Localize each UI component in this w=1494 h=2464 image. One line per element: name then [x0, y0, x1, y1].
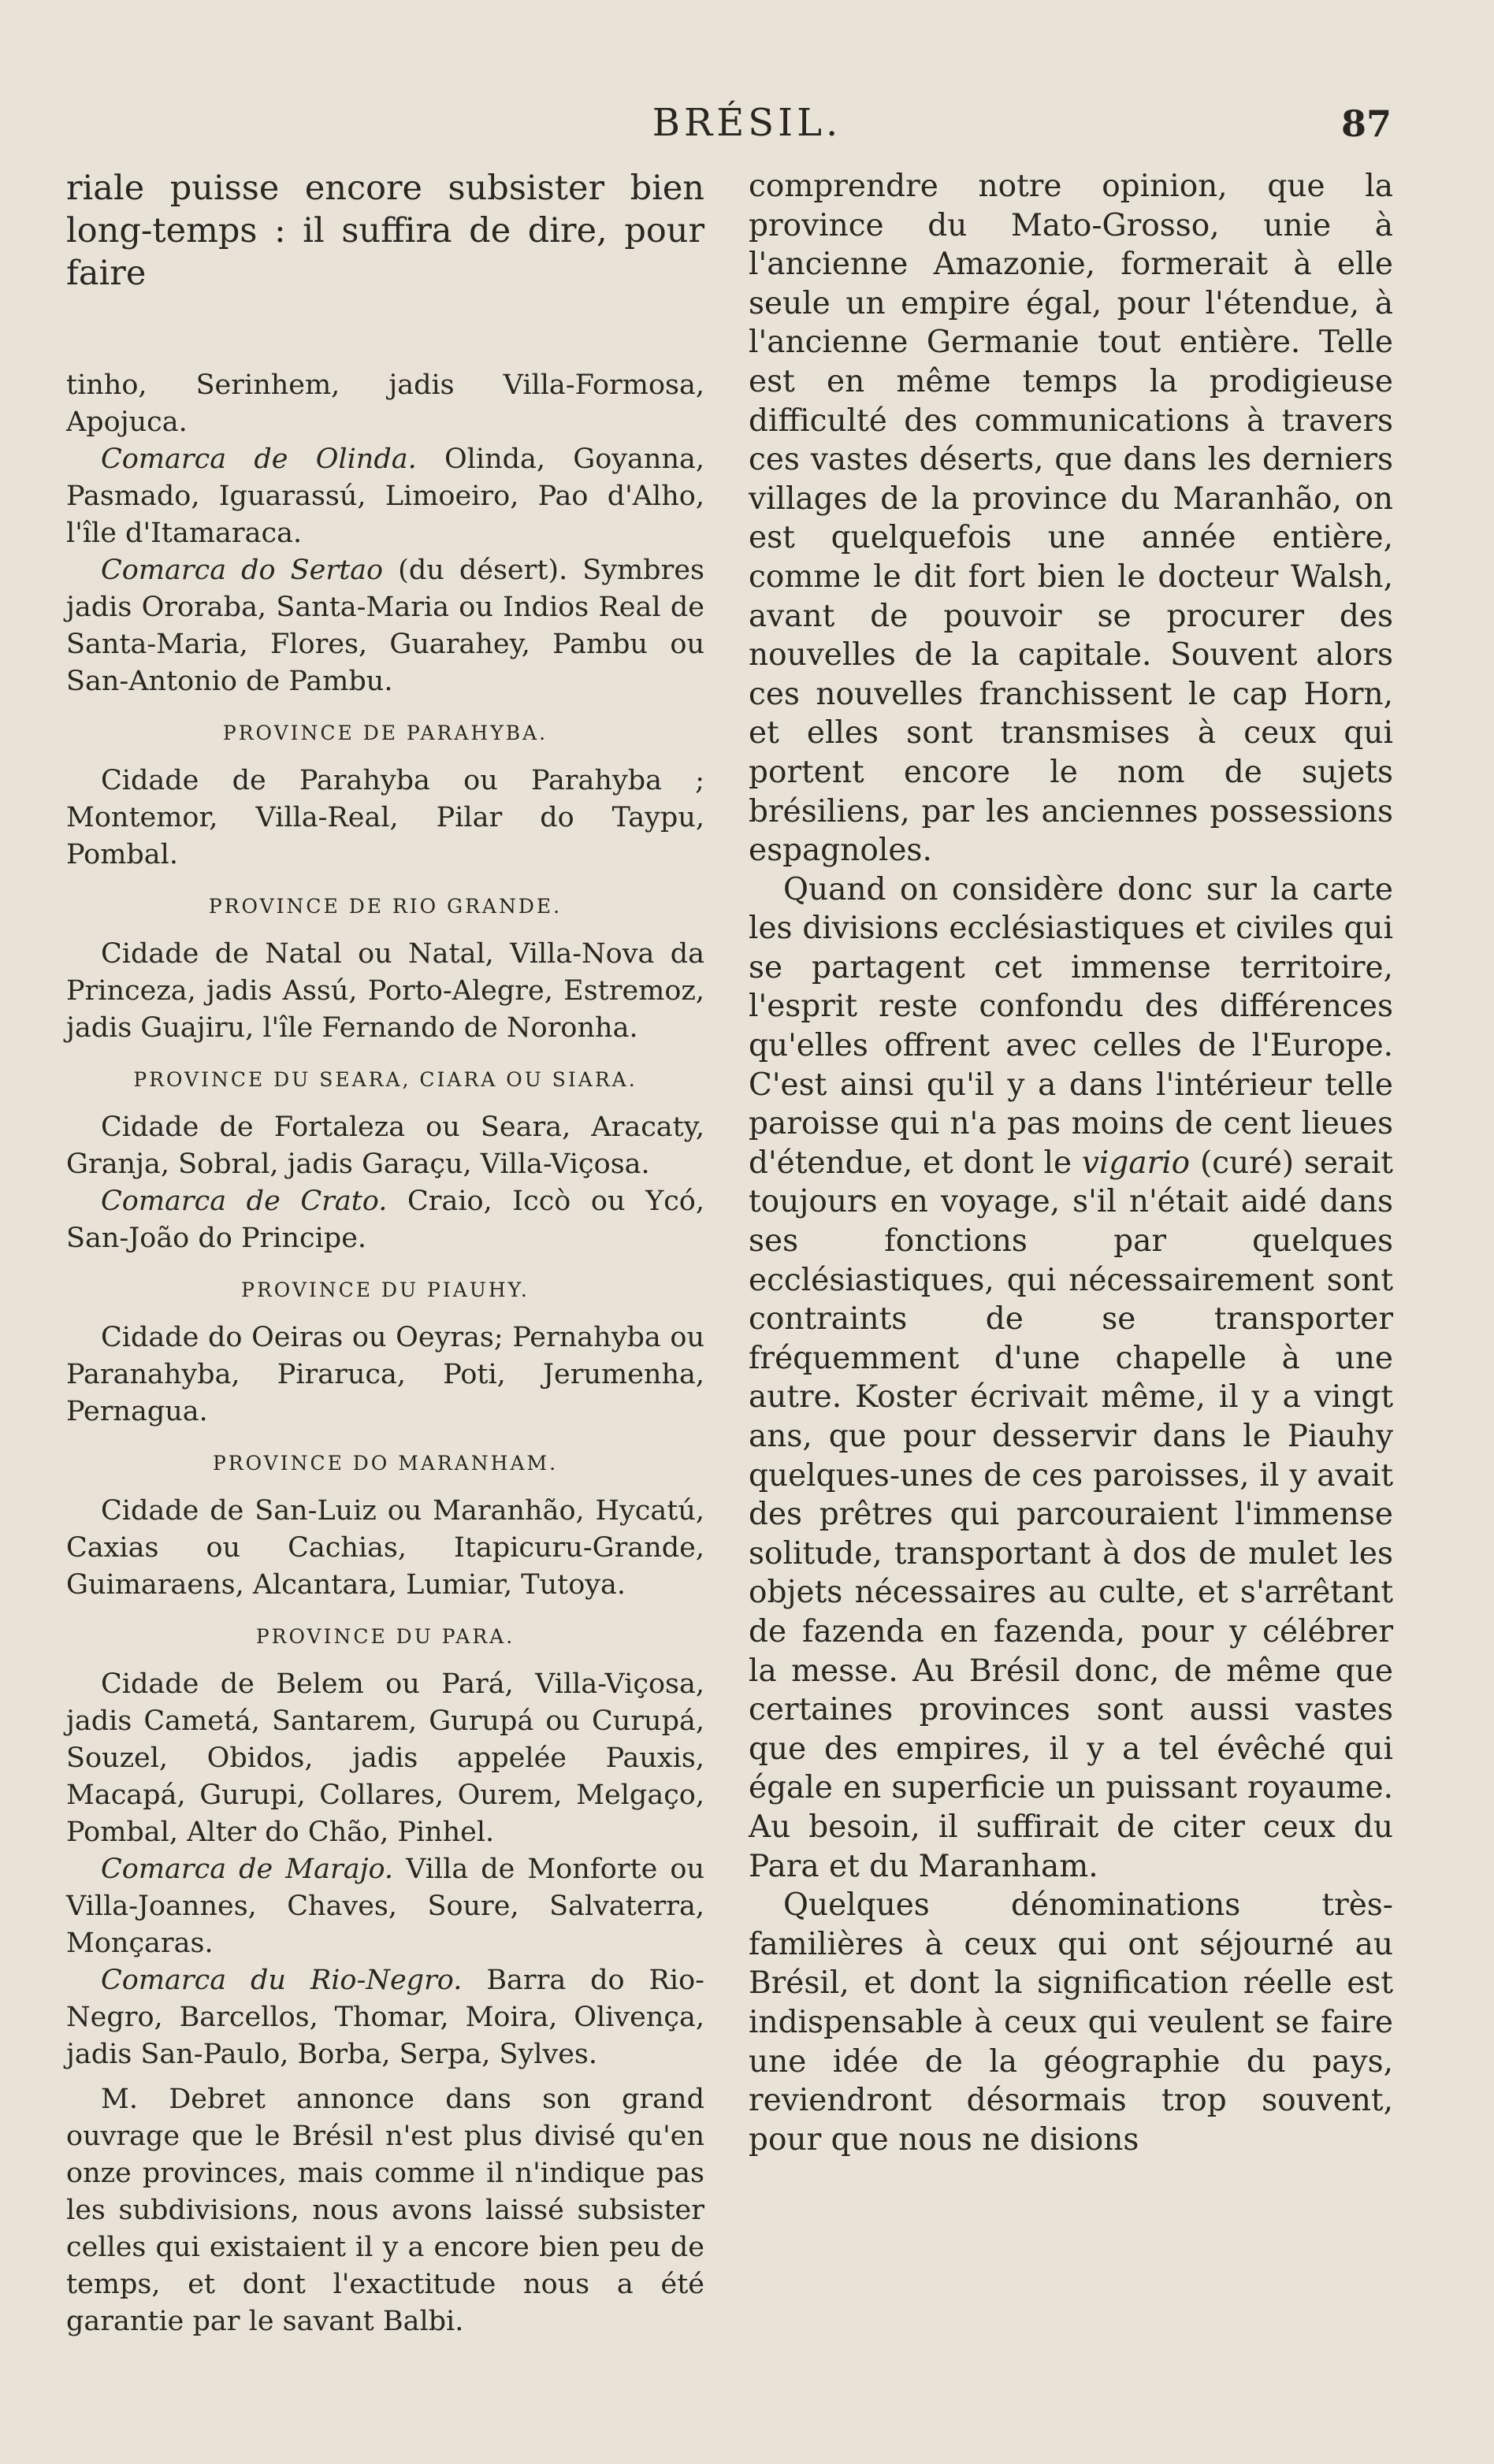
right-paragraph-2-after: (curé) serait toujours en voyage, s'il n'était aidé dans ses fonctions par quelques ecclésiastiques, qui nécessairement sont contraints de se transporter fréquemment d'une chapelle à une autre. Koster écrivait même, il y a vingt ans, que pour desservir dans le Piauhy quelques-unes de ces paroisses, il y avait des prêtres qui parcouraient l'immense solitude, transportant à dos de mulet les objets nécessaires au culte, et s'arrêtant de fazenda en fazenda, pour y célébrer la messe. Au Brésil donc, de même que certaines provinces sont aussi vastes que des empires, il y a tel évêché qui égale en superficie un puissant royaume. Au besoin, il suffirait de citer ceux du Para et du Maranham.	[749, 1145, 1393, 1884]
intro-paragraph: riale puisse encore subsister bien long-temps : il suffira de dire, pour faire	[66, 169, 704, 293]
comarca-sertao-text: (du désert). Symbres jadis Ororaba, Santa-Maria ou Indios Real de Santa-Maria, Flores, Guarahey, Pambu ou San-Antonio de Pambu.	[66, 555, 704, 697]
province-heading-seara: PROVINCE DU SEARA, CIARA OU SIARA.	[133, 1068, 637, 1091]
comarca-rio-negro-label: Comarca du Rio-Negro.	[101, 1965, 463, 1996]
comarca-crato-text: Craio, Iccò ou Ycó, San-João do Principe.	[66, 1186, 704, 1254]
rio-grande-text: Cidade de Natal ou Natal, Villa-Nova da Princeza, jadis Assú, Porto-Alegre, Estremoz, jadis Guajiru, l'île Fernando de Noronha.	[66, 938, 704, 1044]
comarca-marajo-text: Villa de Monforte ou Villa-Joannes, Chaves, Soure, Salvaterra, Monçaras.	[66, 1854, 704, 1959]
comarca-olinda-label: Comarca de Olinda.	[101, 443, 417, 475]
parahyba-text: Cidade de Parahyba ou Parahyba ; Montemor, Villa-Real, Pilar do Taypu, Pombal.	[66, 765, 704, 870]
comarca-sertao-label: Comarca do Sertao	[101, 555, 384, 586]
comarca-marajo-label: Comarca de Marajo.	[101, 1854, 394, 1885]
debret-paragraph: M. Debret annonce dans son grand ouvrage que le Brésil n'est plus divisé qu'en onze provinces, mais comme il n'indique pas les subdivisions, nous avons laissé subsister celles qui existaient il y a encore bien peu de temps, et dont l'exactitude nous a été garantie par le savant Balbi.	[66, 2084, 704, 2337]
province-heading-parahyba: PROVINCE DE PARAHYBA.	[222, 722, 548, 744]
province-heading-piauhy: PROVINCE DU PIAUHY.	[241, 1278, 530, 1301]
province-heading-para: PROVINCE DU PARA.	[255, 1625, 515, 1648]
province-heading-rio-grande: PROVINCE DE RIO GRANDE.	[208, 895, 563, 918]
right-paragraph-1: comprendre notre opinion, que la province du Mato-Grosso, unie à l'ancienne Amazonie, formerait à elle seule un empire égal, pour l'étendue, à l'ancienne Germanie tout entière. Telle est en même temps la prodigieuse difficulté des communications à travers ces vastes déserts, que dans les derniers villages de la province du Maranhão, on est quelquefois une année entière, comme le dit fort bien le docteur Walsh, avant de pouvoir se procurer des nouvelles de la capitale. Souvent alors ces nouvelles franchissent le cap Horn, et elles sont transmises à ceux qui portent encore le nom de sujets brésiliens, par les anciennes possessions espagnoles.	[749, 169, 1393, 869]
maranham-text: Cidade de San-Luiz ou Maranhão, Hycatú, Caxias ou Cachias, Itapicuru-Grande, Guimaraens, Alcantara, Lumiar, Tutoya.	[66, 1495, 704, 1601]
right-paragraph-3: Quelques dénominations très-familières à ceux qui ont séjourné au Brésil, et dont la signification réelle est indispensable à ceux qui veulent se faire une idée de la géographie du pays, reviendront désormais trop souvent, pour que nous ne disions	[749, 1887, 1393, 2158]
page-number: 87	[1340, 102, 1392, 145]
piauhy-text: Cidade do Oeiras ou Oeyras; Pernahyba ou Paranahyba, Piraruca, Poti, Jerumenha, Pernagua.	[66, 1322, 704, 1427]
running-title: BRÉSIL.	[652, 101, 842, 145]
right-column	[749, 167, 1393, 2159]
province-heading-maranham: PROVINCE DO MARANHAM.	[212, 1452, 559, 1475]
comarca-rio-negro-text: Barra do Rio-Negro, Barcellos, Thomar, Moira, Olivença, jadis San-Paulo, Borba, Serpa, Sylves.	[66, 1965, 704, 2070]
para-text: Cidade de Belem ou Pará, Villa-Viçosa, jadis Cametá, Santarem, Gurupá ou Curupá, Souzel, Obidos, jadis appelée Pauxis, Macapá, Gurupi, Collares, Ourem, Melgaço, Pombal, Alter do Chão, Pinhel.	[66, 1668, 704, 1848]
page-header	[0, 93, 1494, 156]
right-paragraph-2-before: Quand on considère donc sur la carte les divisions ecclésiastiques et civiles qui se partagent cet immense territoire, l'esprit reste confondu des différences qu'elles offrent avec celles de l'Europe. C'est ainsi qu'il y a dans l'intérieur telle paroisse qui n'a pas moins de cent lieues d'étendue, et dont le	[749, 871, 1393, 1181]
comarca-crato	[66, 1183, 704, 1257]
comarca-olinda-text: Olinda, Goyanna, Pasmado, Iguarassú, Limoeiro, Pao d'Alho, l'île d'Itamaraca.	[66, 443, 704, 549]
vigario-term: vigario	[1081, 1145, 1191, 1181]
comarca-marajo	[66, 1851, 704, 1962]
right-paragraph-2	[749, 870, 1393, 1886]
seara-text: Cidade de Fortaleza ou Seara, Aracaty, Granja, Sobral, jadis Garaçu, Villa-Viçosa.	[66, 1111, 704, 1180]
comarca-crato-label: Comarca de Crato.	[101, 1186, 388, 1217]
comarca-sertao	[66, 552, 704, 700]
left-column	[66, 167, 704, 2340]
pernambuco-continued: tinho, Serinhem, jadis Villa-Formosa, Apojuca.	[66, 369, 704, 438]
comarca-rio-negro	[66, 1962, 704, 2073]
comarca-olinda	[66, 441, 704, 552]
